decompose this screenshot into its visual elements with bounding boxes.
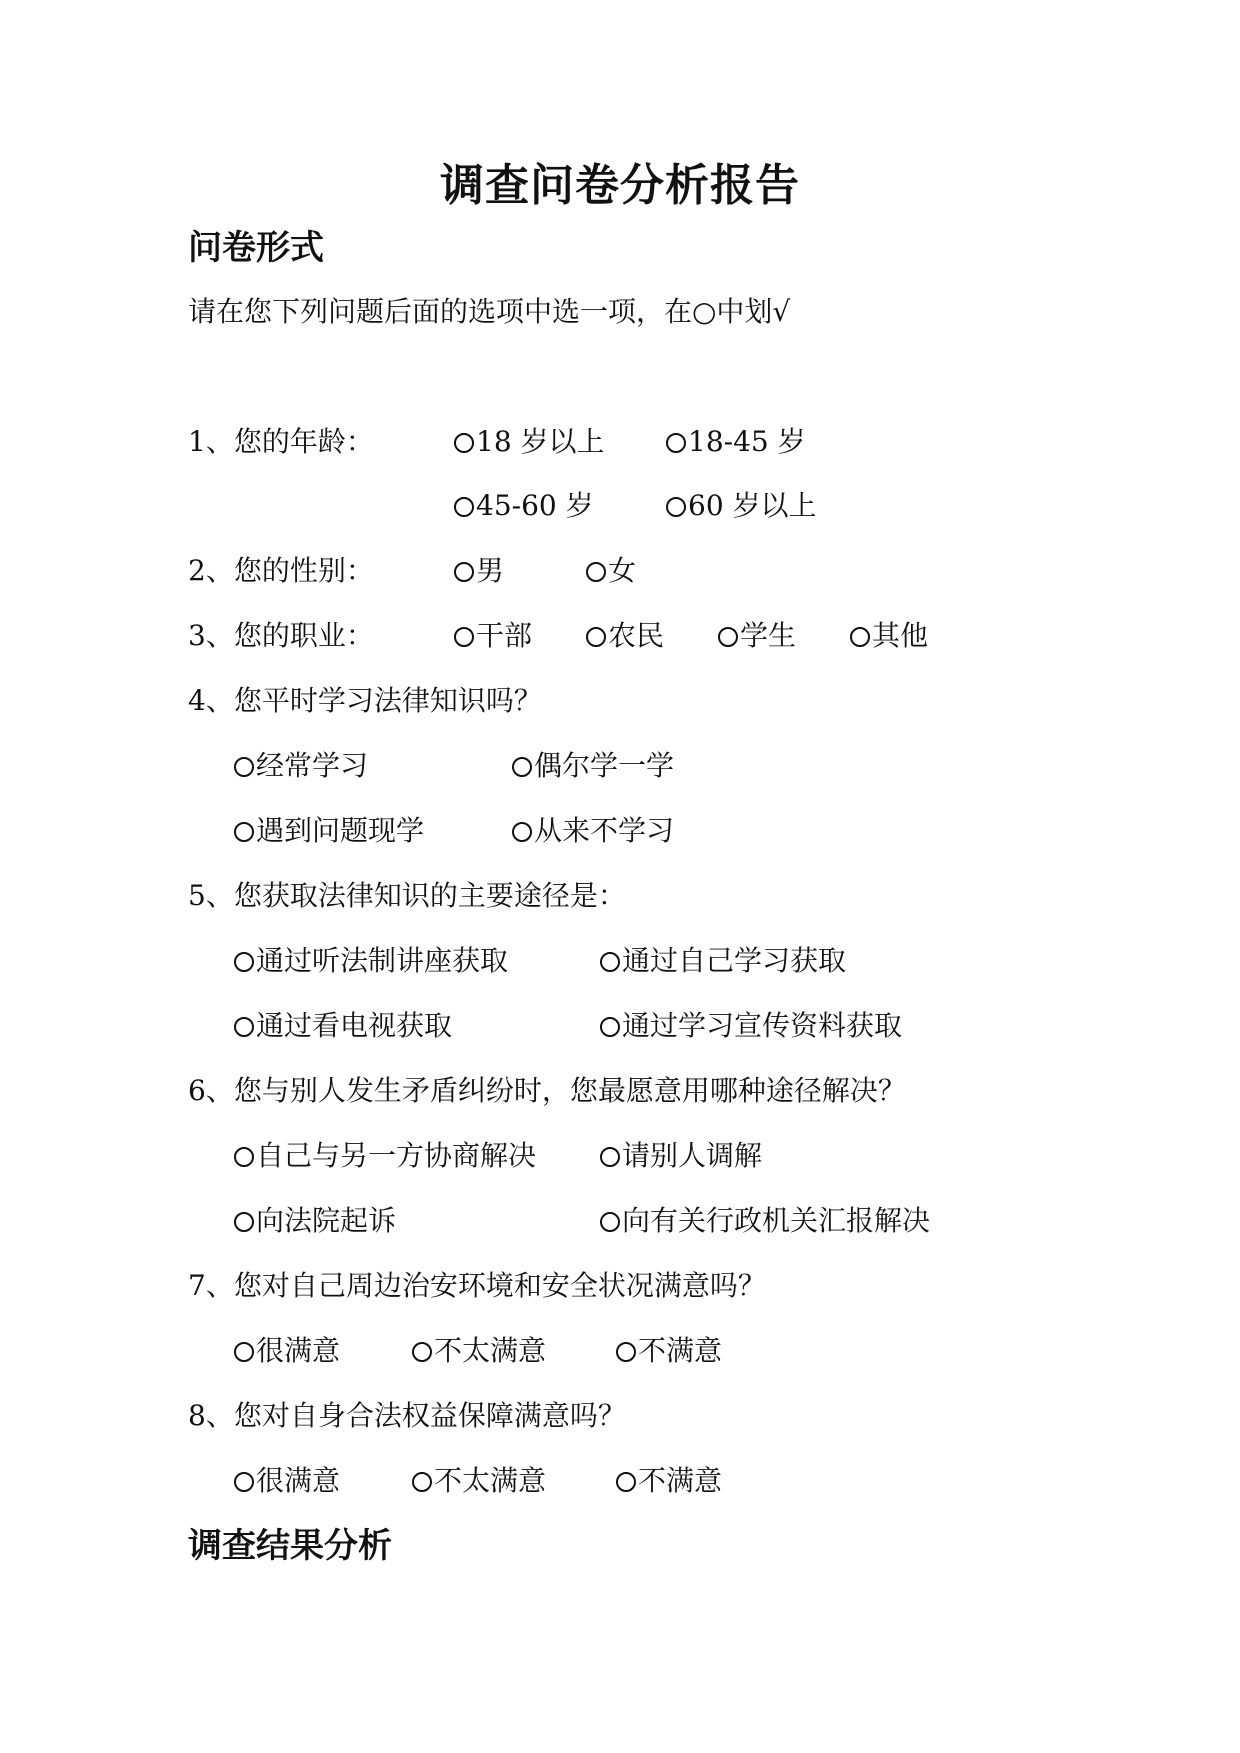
option-q6-2[interactable]: 请别人调解 [600,1136,762,1176]
option-q7-1[interactable]: 很满意 [234,1331,340,1371]
option-q6-1[interactable]: 自己与另一方协商解决 [234,1136,536,1176]
radio-circle-icon [234,952,254,972]
radio-circle-icon [850,627,870,647]
option-q3-4[interactable]: 其他 [850,616,928,656]
question-8: 8、您对自身合法权益保障满意吗？ [188,1399,626,1432]
radio-circle-icon [616,1342,636,1362]
radio-circle-icon [234,1342,254,1362]
radio-circle-icon [454,562,474,582]
option-q5-4[interactable]: 通过学习宣传资料获取 [600,1006,902,1046]
radio-circle-icon [666,433,686,453]
radio-circle-icon [234,1017,254,1037]
option-q7-2[interactable]: 不太满意 [412,1331,546,1371]
radio-circle-icon [234,1472,254,1492]
radio-circle-icon [600,1017,620,1037]
option-q4-2[interactable]: 偶尔学一学 [512,746,674,786]
option-q1-2[interactable]: 18-45 岁 [666,422,806,462]
option-q4-3[interactable]: 遇到问题现学 [234,811,424,851]
radio-circle-icon [454,433,474,453]
option-q8-3[interactable]: 不满意 [616,1461,722,1501]
option-q7-3[interactable]: 不满意 [616,1331,722,1371]
radio-circle-icon [600,1212,620,1232]
radio-circle-icon [512,822,532,842]
radio-circle-icon [666,497,686,517]
question-3: 3、您的职业： [188,619,374,652]
question-5: 5、您获取法律知识的主要途径是： [188,879,626,912]
radio-circle-icon [454,627,474,647]
option-q6-3[interactable]: 向法院起诉 [234,1201,396,1241]
option-q6-4[interactable]: 向有关行政机关汇报解决 [600,1201,930,1241]
question-1: 1、您的年龄： [188,425,374,458]
option-q3-1[interactable]: 干部 [454,616,532,656]
question-6: 6、您与别人发生矛盾纠纷时，您最愿意用哪种途径解决？ [188,1074,906,1107]
option-q5-1[interactable]: 通过听法制讲座获取 [234,941,508,981]
option-q4-1[interactable]: 经常学习 [234,746,368,786]
option-q2-1[interactable]: 男 [454,551,504,591]
section-heading-results: 调查结果分析 [188,1526,392,1566]
question-7: 7、您对自己周边治安环境和安全状况满意吗？ [188,1269,766,1302]
radio-circle-icon [234,1212,254,1232]
question-2: 2、您的性别： [188,554,374,587]
option-q1-4[interactable]: 60 岁以上 [666,486,817,526]
radio-circle-icon [234,1147,254,1167]
question-4: 4、您平时学习法律知识吗？ [188,684,542,717]
option-q4-4[interactable]: 从来不学习 [512,811,674,851]
option-q8-1[interactable]: 很满意 [234,1461,340,1501]
radio-circle-icon [616,1472,636,1492]
radio-circle-icon [512,757,532,777]
radio-circle-icon [718,627,738,647]
radio-circle-icon [454,497,474,517]
option-q5-3[interactable]: 通过看电视获取 [234,1006,452,1046]
option-q2-2[interactable]: 女 [586,551,636,591]
radio-circle-icon [586,562,606,582]
radio-circle-icon [600,952,620,972]
page-title: 调查问卷分析报告 [440,160,800,211]
instruction-text: 请在您下列问题后面的选项中选一项，在○中划√ [188,295,791,328]
radio-circle-icon [586,627,606,647]
radio-circle-icon [234,757,254,777]
option-q3-2[interactable]: 农民 [586,616,664,656]
option-q8-2[interactable]: 不太满意 [412,1461,546,1501]
section-heading-form: 问卷形式 [188,228,324,268]
radio-circle-icon [412,1472,432,1492]
option-q1-3[interactable]: 45-60 岁 [454,486,594,526]
radio-circle-icon [234,822,254,842]
radio-circle-icon [600,1147,620,1167]
option-q3-3[interactable]: 学生 [718,616,796,656]
option-q5-2[interactable]: 通过自己学习获取 [600,941,846,981]
option-q1-1[interactable]: 18 岁以上 [454,422,605,462]
radio-circle-icon [412,1342,432,1362]
